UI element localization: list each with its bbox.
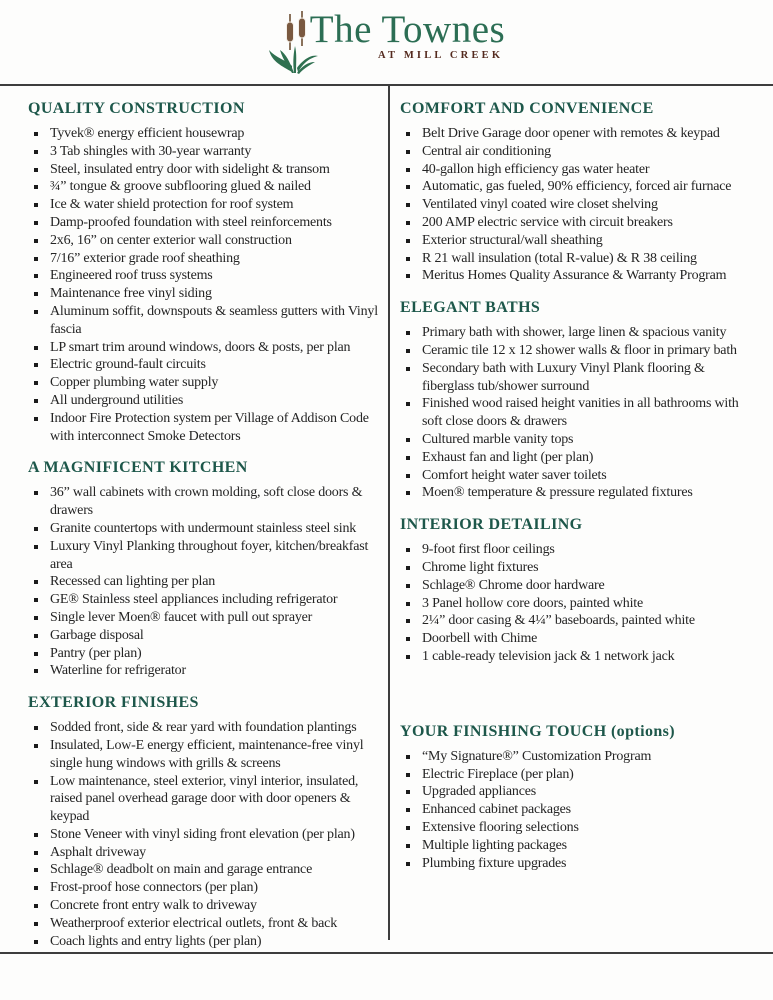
feature-item-text: Belt Drive Garage door opener with remotes & keypad <box>422 126 720 141</box>
bullet-icon <box>34 363 38 367</box>
bullet-icon <box>406 566 410 570</box>
feature-item-text: 200 AMP electric service with circuit breakers <box>422 214 673 230</box>
bullet-icon <box>406 826 410 830</box>
bullet-icon <box>406 491 410 495</box>
feature-item-text: Insulated, Low-E energy efficient, maintenance-free vinyl single hung windows with grills & screens <box>50 737 364 771</box>
feature-item-text: Recessed can lighting per plan <box>50 574 216 590</box>
feature-item <box>28 250 378 268</box>
feature-item <box>400 577 757 595</box>
feature-item-text: Maintenance free vinyl siding <box>50 286 212 302</box>
feature-item <box>400 178 757 196</box>
feature-item-text: Ceramic tile 12 x 12 shower walls & floor in primary bath <box>422 342 737 358</box>
feature-item-text: All underground utilities <box>50 392 184 408</box>
bullet-icon <box>34 868 38 872</box>
feature-item <box>28 484 378 520</box>
bullet-icon <box>34 310 38 314</box>
feature-list <box>28 484 378 680</box>
logo-title: The Townes <box>309 8 506 51</box>
feature-item <box>28 861 378 879</box>
bullet-icon <box>406 168 410 172</box>
feature-item <box>28 879 378 897</box>
feature-item <box>400 484 757 502</box>
feature-item <box>28 627 378 645</box>
feature-item-text: 3 Panel hollow core doors, painted white <box>422 595 644 611</box>
logo-text <box>310 8 505 61</box>
bullet-icon <box>406 456 410 460</box>
feature-item <box>400 648 757 666</box>
bullet-icon <box>406 773 410 777</box>
feature-item <box>400 196 757 214</box>
bullet-icon <box>34 381 38 385</box>
feature-item-text: Schlage® Chrome door hardware <box>422 577 605 593</box>
feature-item-text: Cultured marble vanity tops <box>422 431 574 447</box>
section-title: ELEGANT BATHS <box>400 299 541 317</box>
bullet-icon <box>406 331 410 335</box>
right-column <box>390 86 773 952</box>
feature-item <box>28 196 378 214</box>
bullet-icon <box>406 132 410 136</box>
feature-item <box>28 356 378 374</box>
bullet-icon <box>34 274 38 278</box>
feature-item <box>28 267 378 285</box>
bullet-icon <box>34 851 38 855</box>
feature-item-text: Steel, insulated entry door with sidelight & transom <box>50 161 330 177</box>
feature-item <box>28 232 378 250</box>
feature-item-text: Schlage® deadbolt on main and garage entrance <box>50 862 313 878</box>
feature-item <box>400 837 757 855</box>
feature-item <box>28 214 378 232</box>
feature-item-text: GE® Stainless steel appliances including refrigerator <box>50 592 338 608</box>
feature-item-text: Stone Veneer with vinyl siding front elevation (per plan) <box>50 826 355 842</box>
feature-item-text: Central air conditioning <box>422 143 551 159</box>
feature-item-text: Exhaust fan and light (per plan) <box>422 449 594 465</box>
feature-item-text: “My Signature®” Customization Program <box>422 748 652 764</box>
feature-item <box>400 819 757 837</box>
bullet-icon <box>34 417 38 421</box>
feature-item <box>400 449 757 467</box>
feature-item <box>28 645 378 663</box>
bullet-icon <box>406 619 410 623</box>
feature-item-text: Doorbell with Chime <box>422 631 538 647</box>
feature-item-text: Sodded front, side & rear yard with foundation plantings <box>50 720 357 736</box>
feature-item-text: Asphalt driveway <box>50 844 146 860</box>
feature-item <box>28 573 378 591</box>
bullet-icon <box>34 185 38 189</box>
bullet-icon <box>406 274 410 278</box>
bullet-icon <box>34 922 38 926</box>
bullet-icon <box>34 780 38 784</box>
feature-item-text: Frost-proof hose connectors (per plan) <box>50 880 258 896</box>
feature-item <box>400 360 757 396</box>
bullet-icon <box>406 755 410 759</box>
feature-item <box>400 467 757 485</box>
bullet-icon <box>406 257 410 261</box>
feature-item <box>28 392 378 410</box>
feature-item <box>28 374 378 392</box>
bullet-icon <box>34 292 38 296</box>
bullet-icon <box>34 833 38 837</box>
feature-item-text: Upgraded appliances <box>422 784 536 800</box>
feature-item <box>400 595 757 613</box>
bullet-icon <box>406 862 410 866</box>
feature-item-text: Luxury Vinyl Planking throughout foyer, kitchen/breakfast area <box>50 538 369 572</box>
feature-item <box>400 395 757 431</box>
feature-item <box>28 410 378 446</box>
feature-item-text: Enhanced cabinet packages <box>422 802 571 818</box>
feature-item-text: LP smart trim around windows, doors & posts, per plan <box>50 339 351 355</box>
bullet-icon <box>34 346 38 350</box>
bullet-icon <box>406 584 410 588</box>
feature-item <box>400 630 757 648</box>
feature-list <box>28 719 378 950</box>
bullet-icon <box>406 203 410 207</box>
bullet-icon <box>34 940 38 944</box>
feature-item-text: Copper plumbing water supply <box>50 375 219 391</box>
feature-item <box>28 915 378 933</box>
feature-item-text: Meritus Homes Quality Assurance & Warranty Program <box>422 268 727 284</box>
section-title: COMFORT AND CONVENIENCE <box>400 100 654 117</box>
feature-item <box>400 431 757 449</box>
bullet-icon <box>406 367 410 371</box>
bullet-icon <box>406 402 410 406</box>
bullet-icon <box>34 132 38 136</box>
bullet-icon <box>34 634 38 638</box>
feature-item-text: Tyvek® energy efficient housewrap <box>50 126 245 141</box>
feature-item-text: Single lever Moen® faucet with pull out sprayer <box>50 609 313 625</box>
feature-item-text: Pantry (per plan) <box>50 645 142 661</box>
feature-item-text: Finished wood raised height vanities in all bathrooms with soft close doors & drawers <box>422 396 739 430</box>
feature-item <box>28 538 378 574</box>
bullet-icon <box>406 349 410 353</box>
bullet-icon <box>34 257 38 261</box>
feature-item-text: Weatherproof exterior electrical outlets, front & back <box>50 915 337 931</box>
feature-item <box>28 520 378 538</box>
bullet-icon <box>406 438 410 442</box>
bullet-icon <box>406 655 410 659</box>
bullet-icon <box>34 669 38 673</box>
feature-item-text: Moen® temperature & pressure regulated fixtures <box>422 485 693 501</box>
section-title: EXTERIOR FINISHES <box>28 694 199 712</box>
feature-list <box>400 541 757 666</box>
bullet-icon <box>34 399 38 403</box>
feature-item <box>400 855 757 873</box>
feature-item-text: Granite countertops with undermount stainless steel sink <box>50 520 357 536</box>
content-columns <box>0 86 773 952</box>
left-column <box>0 86 388 952</box>
feature-item <box>400 267 757 285</box>
bullet-icon <box>406 474 410 478</box>
bullet-icon <box>34 150 38 154</box>
bullet-icon <box>406 150 410 154</box>
feature-item-text: Damp-proofed foundation with steel reinforcements <box>50 214 332 230</box>
logo <box>268 8 505 76</box>
feature-item-text: Comfort height water saver toilets <box>422 467 607 483</box>
feature-item-text: Coach lights and entry lights (per plan) <box>50 933 262 949</box>
bullet-icon <box>406 637 410 641</box>
bullet-icon <box>34 580 38 584</box>
feature-item <box>400 125 757 143</box>
bullet-icon <box>34 491 38 495</box>
feature-item <box>28 303 378 339</box>
bullet-icon <box>34 239 38 243</box>
feature-item-text: Chrome light fixtures <box>422 559 539 575</box>
feature-item <box>28 178 378 196</box>
feature-item-text: Primary bath with shower, large linen & spacious vanity <box>422 325 727 341</box>
header <box>0 0 773 84</box>
bullet-icon <box>34 744 38 748</box>
bullet-icon <box>406 239 410 243</box>
bullet-icon <box>406 808 410 812</box>
bullet-icon <box>34 886 38 890</box>
feature-item <box>28 933 378 951</box>
feature-list <box>400 748 757 873</box>
feature-item-text: Electric ground-fault circuits <box>50 357 206 373</box>
feature-item <box>400 612 757 630</box>
feature-item-text: 2x6, 16” on center exterior wall construction <box>50 232 292 248</box>
feature-item-text: Garbage disposal <box>50 627 144 643</box>
feature-item <box>400 324 757 342</box>
feature-item-text: 1 cable-ready television jack & 1 network jack <box>422 648 675 664</box>
bullet-icon <box>34 616 38 620</box>
logo-subtitle: AT MILL CREEK <box>377 50 504 61</box>
feature-item <box>400 161 757 179</box>
bullet-icon <box>406 221 410 225</box>
feature-item-text: Plumbing fixture upgrades <box>422 855 567 871</box>
feature-list <box>400 125 757 285</box>
feature-item-text: Ice & water shield protection for roof system <box>50 197 294 213</box>
feature-item <box>28 897 378 915</box>
feature-list <box>400 324 757 502</box>
feature-item-text: ¾” tongue & groove subflooring glued & nailed <box>50 179 311 195</box>
bullet-icon <box>34 598 38 602</box>
feature-item-text: Automatic, gas fueled, 90% efficiency, forced air furnace <box>422 179 732 195</box>
feature-item-text: Electric Fireplace (per plan) <box>422 766 574 782</box>
feature-item <box>28 339 378 357</box>
feature-item-text: 9-foot first floor ceilings <box>422 542 555 558</box>
feature-item <box>28 125 378 143</box>
bullet-icon <box>34 168 38 172</box>
feature-item-text: 7/16” exterior grade roof sheathing <box>50 250 240 266</box>
bullet-icon <box>34 221 38 225</box>
feature-item-text: Concrete front entry walk to driveway <box>50 898 257 914</box>
bullet-icon <box>34 652 38 656</box>
feature-item <box>400 342 757 360</box>
feature-item <box>400 143 757 161</box>
bullet-icon <box>406 790 410 794</box>
feature-item-text: Extensive flooring selections <box>422 819 579 835</box>
feature-item-text: 36” wall cabinets with crown molding, soft close doors & drawers <box>50 485 363 519</box>
section-title: QUALITY CONSTRUCTION <box>28 100 245 117</box>
feature-item-text: Indoor Fire Protection system per Village of Addison Code with interconnect Smoke Detectors <box>50 410 369 444</box>
section-title: INTERIOR DETAILING <box>400 516 583 534</box>
bullet-icon <box>406 548 410 552</box>
feature-item-text: Low maintenance, steel exterior, vinyl interior, insulated, raised panel overhead garage door with door openers & keypad <box>50 773 359 825</box>
bullet-icon <box>406 844 410 848</box>
feature-item-text: Secondary bath with Luxury Vinyl Plank flooring & fiberglass tub/shower surround <box>422 360 705 394</box>
feature-item <box>400 250 757 268</box>
feature-item <box>28 826 378 844</box>
feature-item-text: Engineered roof truss systems <box>50 268 213 284</box>
bullet-icon <box>34 527 38 531</box>
feature-item <box>400 214 757 232</box>
feature-item <box>400 748 757 766</box>
section-title: YOUR FINISHING TOUCH (options) <box>400 722 676 740</box>
feature-item-text: 3 Tab shingles with 30-year warranty <box>50 143 252 159</box>
feature-item <box>400 541 757 559</box>
feature-item-text: Exterior structural/wall sheathing <box>422 232 603 248</box>
bullet-icon <box>34 726 38 730</box>
feature-item-text: Waterline for refrigerator <box>50 663 186 679</box>
feature-item <box>28 161 378 179</box>
feature-item-text: R 21 wall insulation (total R-value) & R 38 ceiling <box>422 250 697 266</box>
bullet-icon <box>406 185 410 189</box>
feature-item <box>400 766 757 784</box>
feature-item <box>28 844 378 862</box>
feature-item-text: Multiple lighting packages <box>422 837 567 853</box>
feature-item-text: 2¼” door casing & 4¼” baseboards, painted white <box>422 613 695 629</box>
feature-list <box>28 125 378 445</box>
feature-item <box>28 662 378 680</box>
feature-item-text: Aluminum soffit, downspouts & seamless gutters with Vinyl fascia <box>50 303 378 337</box>
footer-divider <box>0 952 773 954</box>
feature-item <box>28 737 378 773</box>
feature-item <box>28 609 378 627</box>
bullet-icon <box>34 545 38 549</box>
feature-item <box>400 232 757 250</box>
bullet-icon <box>406 602 410 606</box>
feature-item <box>400 559 757 577</box>
feature-item <box>28 773 378 826</box>
feature-item <box>400 801 757 819</box>
feature-item <box>28 143 378 161</box>
feature-item <box>28 719 378 737</box>
section-title: A MAGNIFICENT KITCHEN <box>28 459 248 477</box>
feature-item-text: Ventilated vinyl coated wire closet shelving <box>422 197 658 213</box>
bullet-icon <box>34 203 38 207</box>
feature-item-text: 40-gallon high efficiency gas water heater <box>422 161 650 177</box>
bullet-icon <box>34 904 38 908</box>
feature-item <box>400 783 757 801</box>
feature-item <box>28 591 378 609</box>
feature-item <box>28 285 378 303</box>
